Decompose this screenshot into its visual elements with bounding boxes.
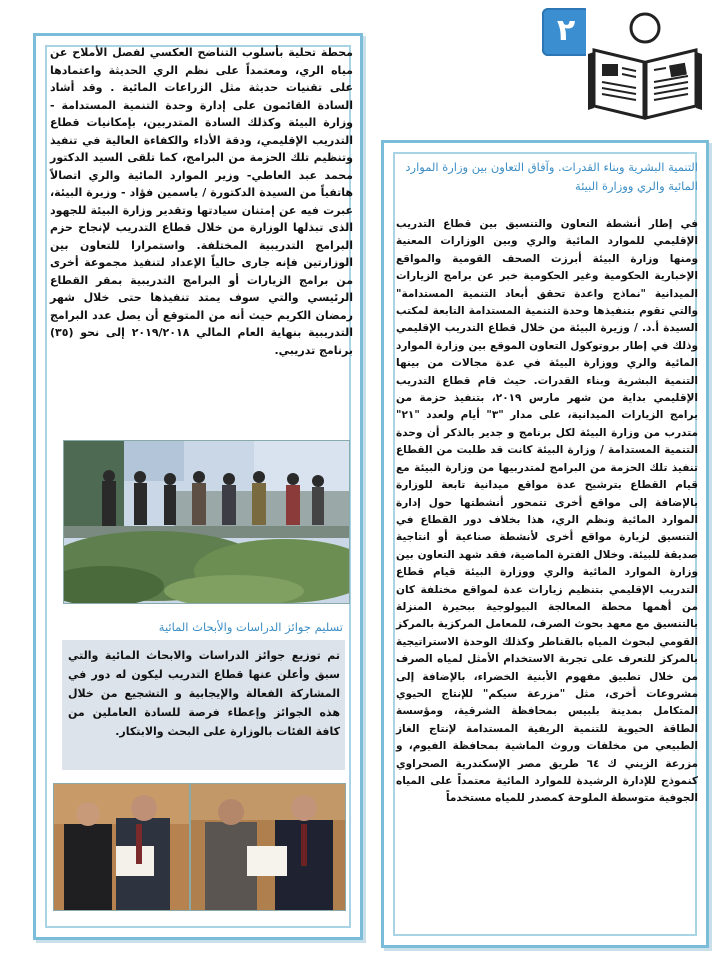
awards-paragraph: تم توزيع جوائز الدراسات والابحاث المائية والتي سبق وأعلن عنها قطاع التدريب ليكون له دور في المشاركة الفعالة والإيجابية و التشجيع من خلال هذه الجوائز وإعطاء فرصة للسادة العاملين من كافة الفئات بالوزارة على البحث والابتكار. [68,649,340,738]
awards-heading: تسليم جوائز الدراسات والأبحاث المائية [158,620,343,634]
garden-visit-photo [63,440,350,604]
award-photo-left [53,783,190,911]
left-intro-paragraph: محطة تحلية بأسلوب التناضح العكسي لفصل الأملاح عن مياه الري، ومعتمداً على نظم الري الحديثة واعتمادها على تقنيات حديثة مثل الزراعات المائية . وقد أشاد السادة القائمون على إدارة وحدة التنمية المستدامة - وزارة البيئة وكذلك السادة المتدربين، بإمكانيات قطاع التدريب الإقليمي، ودقة الأداء والكفاءة العالية في تنفيذ وتنظيم تلك الحزمة من البرامج، كما تلقى السيد الدكتور محمد عبد العاطي- وزير الموارد المائية والري اتصالاً هاتفياً من السيدة الدكتورة / ياسمين فؤاد - وزيرة البيئة، عبرت فيه عن إمتنان سيادتها وتقدير وزارة البيئة للجهود الذى تبذلها الوزارة من خلال قطاع التدريب لإنجاح حزم البرامج التدريبية المختلفة. واستمرارا للتعاون بين الوزارتين فإنه جارى حالياً الإعداد لتنفيذ مجموعة أخرى من برامج الزيارات أو البرامج التدريبية بمقر القطاع الرئيسي والتي سوف يمتد تنفيذها حتى خلال شهر رمضان الكريم حيث أنه من المتوقع أن يصل عدد البرامج التدريبية بنهاية العام المالي ٢٠١٩/٢٠١٨ إلى نحو (٣٥) برنامج تدريبي. [50,46,353,357]
article-paragraph: في إطار أنشطة التعاون والتنسيق بين قطاع التدريب الإقليمي للموارد المائية والري وبين الوزارات المعنية ومنها وزارة البيئة أبرزت الصحف القومية والمواقع الإخبارية الحكومية وغير الحكومية خبر عن برامج الزيارات الميدانية "نماذج واعدة تحقق أبعاد التنمية المستدامة" والتي تقوم بتنفيذها وحدة التنمية المستدامة التابعة لمكتب السيدة أ.د. / وزيرة البيئة من خلال قطاع التدريب الإقليمي وذلك في إطار بروتوكول التعاون الموقع بين وزارة الموارد المائية والري ووزارة البيئة في عدة مجالات من بينها التنمية البشرية وبناء القدرات. حيث قام قطاع التدريب الإقليمي بداية من شهر مارس ٢٠١٩، بتنفيذ حزمة من برامج الزيارات الميدانية، على مدار "٣" أيام ولعدد "٢١" متدرب من وزارة البيئة لكل برنامج و جدير بالذكر أن وحدة التنمية المستدامة / وزارة البيئة كانت قد طلبت من القطاع تنفيذ تلك الحزمة من البرامج لمتدربيها من وزارة البيئة مع قيام القطاع بترشيح عدة مواقع ميدانية تابعة للوزارة بالإضافة إلى مواقع أخرى تتمحور أنشطتها حول إدارة الموارد المائية ونظم الري، هذا بخلاف دور القطاع في التنسيق لزيارة مواقع أخرى لأنشطة صناعية أو انتاجية صديقة للبيئة. وخلال الفترة الماضية، فقد شهد التعاون بين وزارة الموارد المائية والري ووزارة البيئة قيام قطاع التدريب الإقليمي بتنظيم زيارات عدة لمواقع مختلفة كان من أهمها محطة المعالجة البيولوجية ببحيرة المنزلة بالتنسيق مع معهد بحوث الصرف، للمعامل المركزية بالمركز القومي لبحوث المياه بالقناطر وكذلك الوحدة الاستراتيجية بالمركز للتعرف على تجربة الاستخدام الأمثل لمياه الصرف من خلال تطبيق مفهوم الأبنية الخضراء، بالإضافة إلى مشروعات أخرى، مثل "مزرعة سيكم" للإنتاج الحيوي المتكامل بمدينة بلبيس بمحافظة الشرقية، ومؤسسة الطاقة الحيوية للتنمية الريفية المستدامة لإنتاج الغاز الطبيعي من مخلفات وروث الماشية بمحافظة الفيوم، و مزرعة الزيني ك ٦٤ طريق مصر الإسكندرية الصحراوي كنموذج للإدارة الرشيدة للموارد المائية معتمداً على المياه الجوفية متوسطة الملوحة كمصدر للمياه مستخدماً [396,218,698,805]
award-photo-right [190,783,346,911]
article-heading: التنمية البشرية وبناء القدرات. وآفاق التعاون بين وزارة الموارد المائية والري ووزارة البيئة [405,160,698,193]
newspaper-reader-icon [586,6,704,124]
page-number-badge: ٢ [542,8,590,56]
